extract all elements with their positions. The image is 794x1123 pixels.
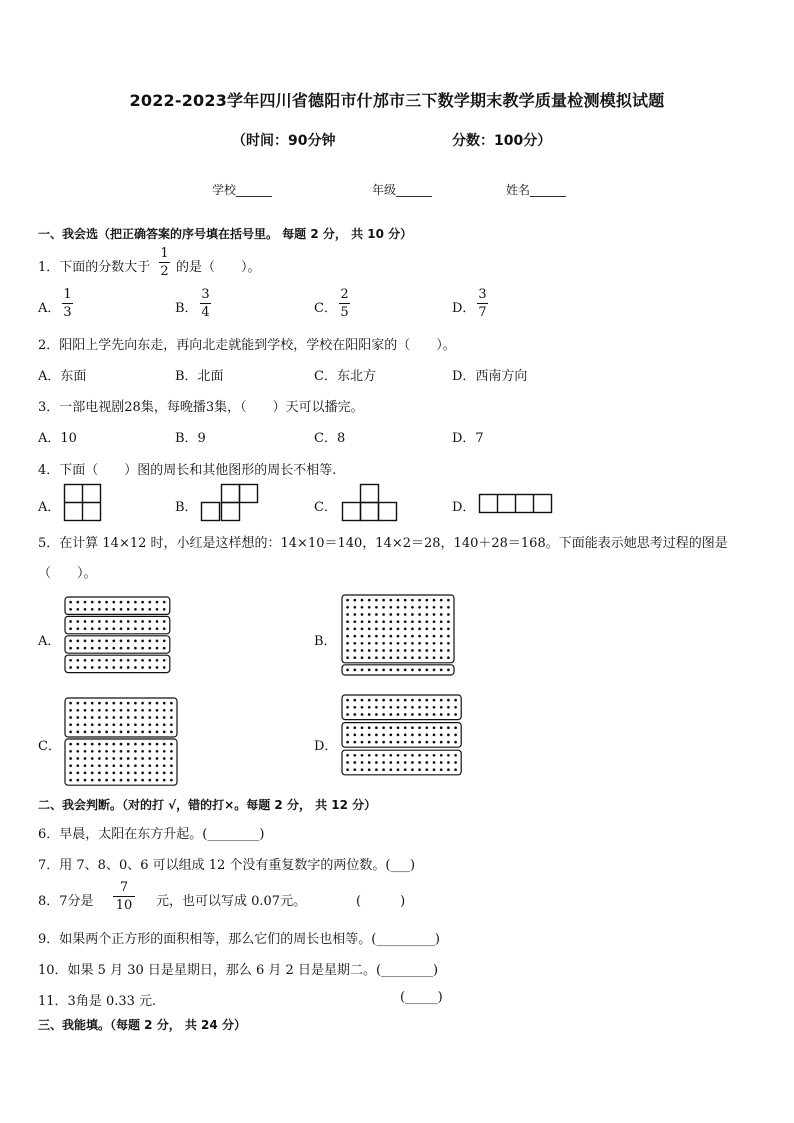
q4-option-d-letter: D． bbox=[452, 500, 476, 515]
q5-option-c-letter: C． bbox=[38, 739, 61, 754]
fraction-numerator: 1 bbox=[160, 246, 169, 261]
section-heading-1: 一、我会选（把正确答案的序号填在括号里。 每题 2 分， 共 10 分） bbox=[38, 227, 413, 241]
q4-shape-a-2x2-squares bbox=[64, 484, 102, 522]
question-7: 7．用 7、8、0、6 可以组成 12 个没有重复数字的两位数。(___) bbox=[38, 858, 416, 873]
question-10: 10．如果 5 月 30 日是星期日，那么 6 月 2 日是星期二。(________) bbox=[38, 963, 439, 978]
q4-shape-c-t-shape bbox=[341, 484, 399, 524]
time-label: （时间：90分钟 bbox=[232, 133, 336, 149]
fraction-denominator: 2 bbox=[160, 264, 169, 279]
question-5-line-2: （ ）。 bbox=[38, 566, 97, 581]
q4-option-a-letter: A． bbox=[38, 500, 61, 515]
q3-option-a: A．10 bbox=[38, 431, 77, 446]
question-6: 6．早晨，太阳在东方升起。(________) bbox=[38, 827, 265, 842]
question-8-answer-paren: ( ) bbox=[356, 894, 406, 909]
name-field: 姓名______ bbox=[506, 183, 567, 197]
q4-shape-d-row-of-four bbox=[479, 494, 555, 514]
q3-option-c: C．8 bbox=[314, 431, 346, 446]
question-1-prefix: 1．下面的分数大于 bbox=[38, 260, 151, 275]
q2-option-b: B．北面 bbox=[175, 369, 224, 384]
q4-shape-b-stepped bbox=[201, 484, 259, 524]
question-11: 11．3角是 0.33 元. bbox=[38, 994, 157, 1009]
page-title: 2022-2023学年四川省德阳市什邡市三下数学期末教学质量检测模拟试题 bbox=[129, 91, 665, 110]
q5-option-b-letter: B． bbox=[314, 634, 337, 649]
question-11-answer-paren: (_____) bbox=[400, 990, 443, 1005]
q1-option-c-fraction: 2 5 bbox=[340, 287, 349, 320]
q2-option-c: C．东北方 bbox=[314, 369, 376, 384]
q1-option-b-fraction: 3 4 bbox=[201, 287, 210, 320]
score-label: 分数：100分） bbox=[452, 133, 552, 149]
q5-option-a-letter: A． bbox=[38, 634, 61, 649]
q5-option-d-letter: D． bbox=[314, 739, 338, 754]
question-3: 3．一部电视剧28集，每晚播3集，（ ）天可以播完。 bbox=[38, 400, 364, 415]
q1-option-c-letter: C． bbox=[314, 301, 337, 316]
question-9: 9．如果两个正方形的面积相等，那么它们的周长也相等。(_________) bbox=[38, 932, 440, 947]
q5-dot-array-b bbox=[341, 594, 453, 682]
q2-option-d: D．西南方向 bbox=[452, 369, 528, 384]
school-field: 学校______ bbox=[212, 183, 273, 197]
question-8-prefix: 8．7分是 bbox=[38, 894, 94, 909]
section-heading-3: 三、我能填。（每题 2 分， 共 24 分） bbox=[38, 1018, 246, 1032]
question-2: 2．阳阳上学先向东走，再向北走就能到学校，学校在阳阳家的（ ）。 bbox=[38, 338, 456, 353]
section-heading-2: 二、我会判断。（对的打 √，错的打×。每题 2 分， 共 12 分） bbox=[38, 798, 377, 812]
question-4: 4．下面（ ）图的周长和其他图形的周长不相等. bbox=[38, 463, 337, 478]
grade-field: 年级______ bbox=[372, 183, 433, 197]
q3-option-b: B．9 bbox=[175, 431, 206, 446]
q4-option-b-letter: B． bbox=[175, 500, 198, 515]
question-5-line-1: 5．在计算 14×12 时，小红是这样想的：14×10＝140，14×2＝28，140＋28＝168。下面能表示她思考过程的图是 bbox=[38, 536, 728, 551]
q1-option-a-letter: A． bbox=[38, 301, 61, 316]
q5-dot-array-d bbox=[341, 694, 459, 788]
q1-option-b-letter: B． bbox=[175, 301, 198, 316]
q2-option-a: A．东面 bbox=[38, 369, 87, 384]
question-8-suffix: 元，也可以写成 0.07元。 bbox=[156, 894, 307, 909]
q3-option-d: D．7 bbox=[452, 431, 484, 446]
fraction-denominator: 10 bbox=[115, 898, 133, 913]
q4-option-c-letter: C． bbox=[314, 500, 337, 515]
q1-option-d-letter: D． bbox=[452, 301, 476, 316]
q5-dot-array-c bbox=[64, 697, 178, 789]
question-8-fraction bbox=[113, 880, 135, 913]
q5-dot-array-a bbox=[64, 596, 170, 680]
q1-option-d-fraction: 3 7 bbox=[478, 287, 487, 320]
question-1-fraction bbox=[159, 246, 170, 279]
question-1-suffix: 的是（ ）。 bbox=[176, 260, 261, 275]
q1-option-a-fraction: 1 3 bbox=[63, 287, 72, 320]
fraction-numerator: 7 bbox=[119, 880, 129, 895]
